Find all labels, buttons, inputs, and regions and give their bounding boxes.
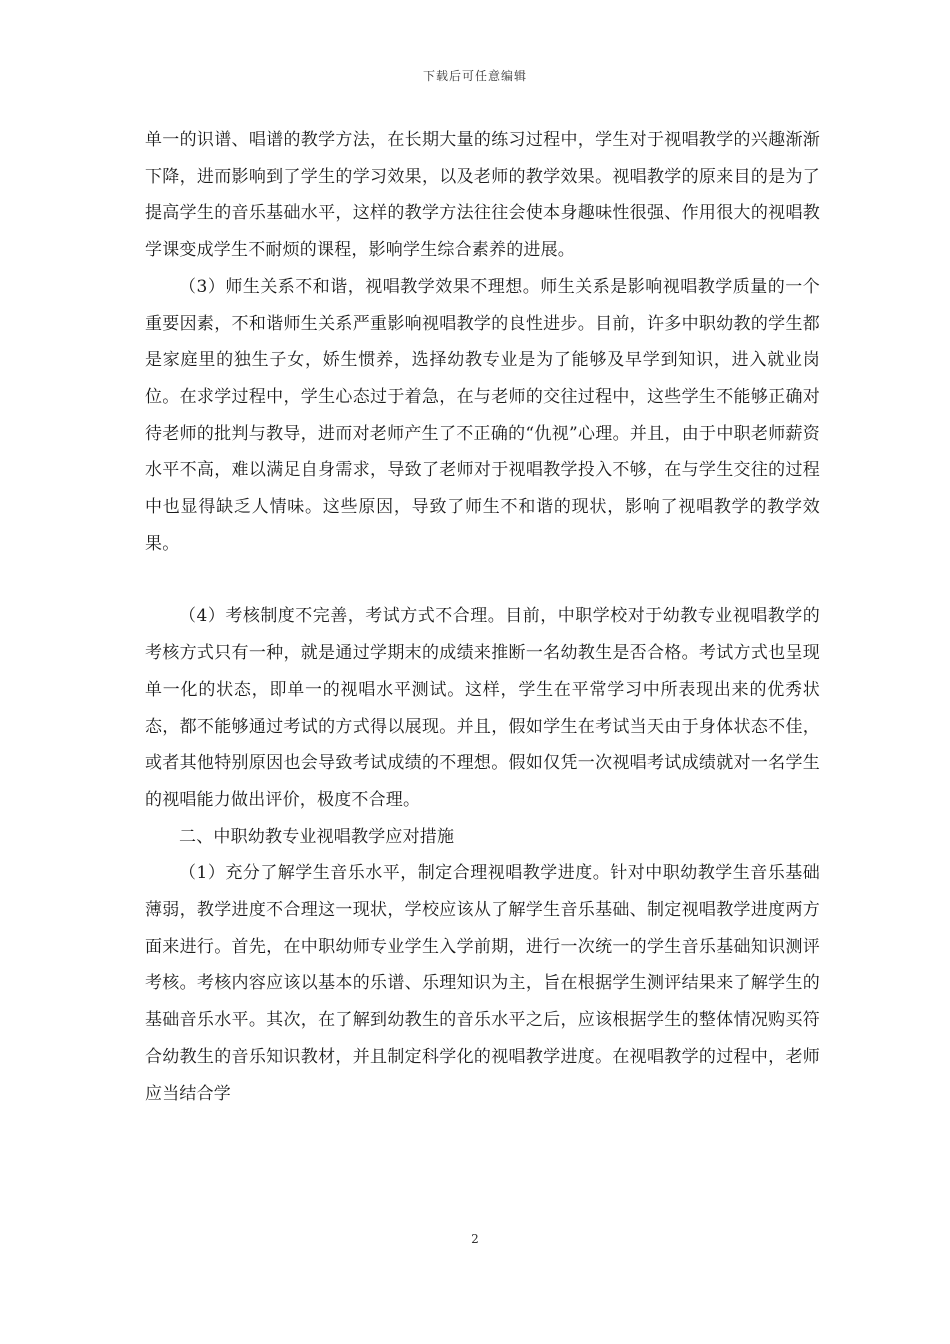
paragraph-continuation: 单一的识谱、唱谱的教学方法，在长期大量的练习过程中，学生对于视唱教学的兴趣渐渐下降，进而影响到了学生的学习效果，以及老师的教学效果。视唱教学的原来目的是为了提高学生的音乐基础水平，这样的教学方法往往会使本身趣味性很强、作用很大的视唱教学课变成学生不耐烦的课程，影响学生综合素养的进展。 [145,130,820,261]
paragraph-music-level-progress: （1）充分了解学生音乐水平，制定合理视唱教学进度。针对中职幼教学生音乐基础薄弱，教学进度不合理这一现状，学校应该从了解学生音乐基础、制定视唱教学进度两方面来进行。首先，在中职幼师专业学生入学前期，进行一次统一的学生音乐基础知识测评考核。考核内容应该以基本的乐谱、乐理知识为主，旨在根据学生测评结果来了解学生的基础音乐水平。其次，在了解到幼教生的音乐水平之后，应该根据学生的整体情况购买符合幼教生的音乐知识教材，并且制定科学化的视唱教学进度。在视唱教学的过程中，老师应当结合学 [145,863,820,1104]
document-body [145,122,820,1112]
paragraph-assessment-system: （4）考核制度不完善，考试方式不合理。目前，中职学校对于幼教专业视唱教学的考核方式只有一种，就是通过学期末的成绩来推断一名幼教生是否合格。考试方式也呈现单一化的状态，即单一的视唱水平测试。这样，学生在平常学习中所表现出来的优秀状态，都不能够通过考试的方式得以展现。并且，假如学生在考试当天由于身体状态不佳，或者其他特别原因也会导致考试成绩的不理想。假如仅凭一次视唱考试成绩就对一名学生的视唱能力做出评价，极度不合理。 [145,606,820,810]
section-heading-countermeasures: 二、中职幼教专业视唱教学应对措施 [179,826,455,847]
page-number: 2 [471,1232,479,1246]
page-header: 下载后可任意编辑 [422,69,527,83]
paragraph-teacher-student-relationship: （3）师生关系不和谐，视唱教学效果不理想。师生关系是影响视唱教学质量的一个重要因素，不和谐师生关系严重影响视唱教学的良性进步。目前，许多中职幼教的学生都是家庭里的独生子女，娇生惯养，选择幼教专业是为了能够及早学到知识，进入就业岗位。在求学过程中，学生心态过于着急，在与老师的交往过程中，这些学生不能够正确对待老师的批判与教导，进而对老师产生了不正确的“仇视”心理。并且，由于中职老师薪资水平不高，难以满足自身需求，导致了老师对于视唱教学投入不够，在与学生交往的过程中也显得缺乏人情味。这些原因，导致了师生不和谐的现状，影响了视唱教学的教学效果。 [145,276,820,554]
